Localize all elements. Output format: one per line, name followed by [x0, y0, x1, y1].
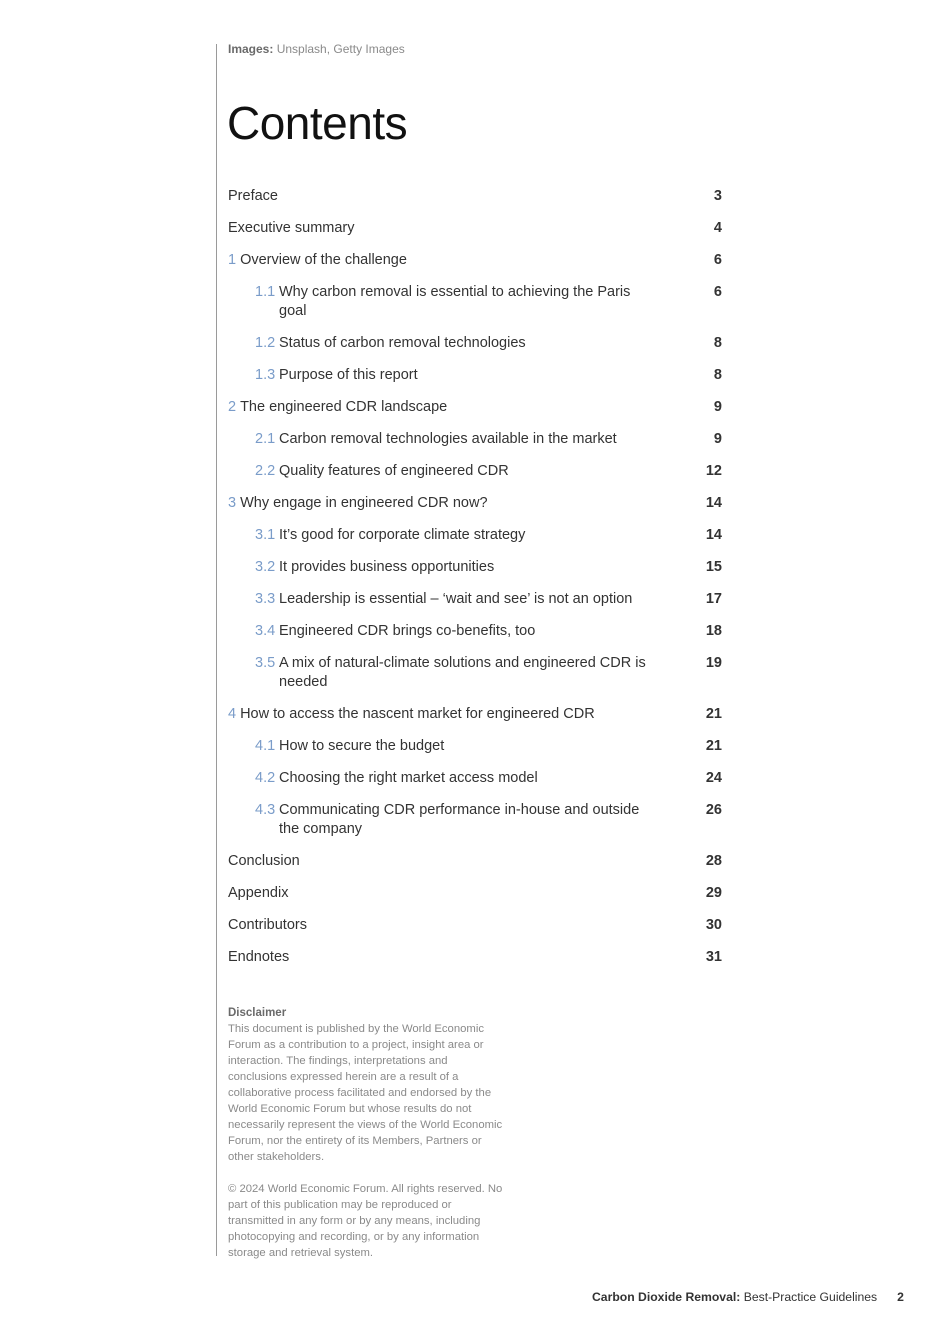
toc-entry-label: Executive summary	[228, 220, 355, 236]
toc-entry-page: 21	[705, 738, 722, 754]
toc-entry-label: It provides business opportunities	[279, 559, 495, 575]
toc-entry[interactable]	[228, 430, 722, 449]
toc-entry-label: Status of carbon removal technologies	[279, 335, 526, 351]
toc-entry-number: 3.4	[255, 623, 276, 639]
disclaimer-body: This document is published by the World Economic Forum as a contribution to a project, insight area or interaction. The findings, interpretations and conclusions expressed herein are a result of a collaborative process facilitated and endorsed by the World Economic Forum but whose results do not necessarily represent the views of the World Economic Forum, nor the entirety of its Members, Partners or other stakeholders.	[228, 1023, 503, 1163]
toc-entry-number: 1.2	[255, 335, 276, 351]
toc-entry-label: Communicating CDR performance in-house and outside the company	[279, 802, 640, 837]
toc-entry-number: 1.3	[255, 367, 276, 383]
toc-entry-title	[228, 430, 659, 449]
toc-entry-label: Purpose of this report	[279, 367, 418, 383]
toc-entry-label: Contributors	[228, 917, 307, 933]
toc-entry-page: 12	[705, 463, 722, 479]
toc-entry-title	[228, 251, 407, 270]
toc-entry[interactable]	[228, 558, 722, 577]
toc-entry-page: 31	[705, 949, 722, 965]
toc-entry-page: 9	[713, 431, 722, 447]
toc-entry-page: 18	[705, 623, 722, 639]
toc-entry-label: The engineered CDR landscape	[240, 399, 448, 415]
toc-entry-number: 3.3	[255, 591, 276, 607]
toc-entry[interactable]	[228, 737, 722, 756]
toc-entry-number: 2	[228, 399, 237, 415]
footer-title-bold: Carbon Dioxide Removal:	[592, 1290, 741, 1304]
toc-entry-title	[228, 398, 447, 417]
toc-entry-label: Preface	[228, 188, 278, 204]
footer-title-rest: Best-Practice Guidelines	[740, 1290, 878, 1304]
toc-entry-label: Leadership is essential – ‘wait and see’ is not an option	[279, 591, 633, 607]
toc-entry-page: 6	[713, 284, 722, 300]
toc-entry-title	[228, 558, 659, 577]
toc-entry[interactable]	[228, 916, 722, 935]
toc-entry-title	[228, 769, 659, 788]
toc-entry[interactable]	[228, 366, 722, 385]
toc-entry-page: 9	[713, 399, 722, 415]
toc-entry[interactable]	[228, 948, 722, 967]
toc-entry-label: It’s good for corporate climate strategy	[279, 527, 526, 543]
toc-entry[interactable]	[228, 852, 722, 871]
toc-entry-title	[228, 334, 659, 353]
toc-entry-title	[228, 705, 595, 724]
toc-entry[interactable]	[228, 622, 722, 641]
toc-entry-title	[228, 622, 659, 641]
image-credits	[228, 42, 405, 56]
toc-entry-label: Why engage in engineered CDR now?	[240, 495, 488, 511]
toc-entry-title	[228, 366, 659, 385]
toc-entry-number: 3	[228, 495, 237, 511]
toc-entry[interactable]	[228, 526, 722, 545]
toc-entry-title	[228, 801, 659, 839]
toc-entry-title	[228, 494, 488, 513]
toc-entry-number: 4.1	[255, 738, 276, 754]
toc-entry-page: 19	[705, 655, 722, 671]
toc-entry-number: 4.2	[255, 770, 276, 786]
toc-entry[interactable]	[228, 462, 722, 481]
toc-entry[interactable]	[228, 769, 722, 788]
toc-entry[interactable]	[228, 398, 722, 417]
toc-entry-page: 29	[705, 885, 722, 901]
toc-entry-page: 28	[705, 853, 722, 869]
toc-entry[interactable]	[228, 494, 722, 513]
toc-entry-title	[228, 462, 659, 481]
toc-entry-label: Overview of the challenge	[240, 252, 407, 268]
toc-entry-title	[228, 283, 659, 321]
toc-entry-label: Conclusion	[228, 853, 300, 869]
toc-entry-title	[228, 884, 288, 903]
toc-entry-label: Endnotes	[228, 949, 290, 965]
toc-entry-title	[228, 948, 289, 967]
copyright-notice: © 2024 World Economic Forum. All rights reserved. No part of this publication may be reproduced or transmitted in any form or by any means, including photocopying and recording, or by any information storage and retrieval system.	[228, 1183, 503, 1259]
toc-entry-page: 17	[705, 591, 722, 607]
toc-entry[interactable]	[228, 705, 722, 724]
disclaimer	[228, 1005, 503, 1261]
toc-entry-number: 4	[228, 706, 237, 722]
toc-entry-label: Engineered CDR brings co-benefits, too	[279, 623, 536, 639]
toc-entry-page: 24	[705, 770, 722, 786]
toc-entry-title	[228, 187, 278, 206]
toc-entry-title	[228, 590, 659, 609]
toc-entry-label: How to access the nascent market for engineered CDR	[240, 706, 595, 722]
disclaimer-heading: Disclaimer	[228, 1007, 287, 1019]
toc-entry-number: 3.1	[255, 527, 276, 543]
toc-entry-title	[228, 852, 300, 871]
toc-entry-title	[228, 526, 659, 545]
toc-entry-page: 30	[705, 917, 722, 933]
toc-entry-label: Quality features of engineered CDR	[279, 463, 509, 479]
toc-entry-number: 3.2	[255, 559, 276, 575]
toc-entry-page: 14	[705, 527, 722, 543]
toc-entry-page: 8	[713, 335, 722, 351]
toc-entry[interactable]	[228, 884, 722, 903]
footer-page-number: 2	[897, 1290, 904, 1304]
toc-entry-page: 6	[713, 252, 722, 268]
toc-entry-number: 2.1	[255, 431, 276, 447]
toc-entry-title	[228, 219, 355, 238]
toc-entry-label: Carbon removal technologies available in the market	[279, 431, 617, 447]
toc-entry[interactable]	[228, 187, 722, 206]
table-of-contents	[228, 187, 722, 980]
page-title: Contents	[227, 97, 408, 149]
toc-entry[interactable]	[228, 590, 722, 609]
toc-entry[interactable]	[228, 219, 722, 238]
toc-entry[interactable]	[228, 334, 722, 353]
toc-entry-label: How to secure the budget	[279, 738, 445, 754]
toc-entry[interactable]	[228, 801, 722, 839]
toc-entry-title	[228, 737, 659, 756]
toc-entry[interactable]	[228, 654, 722, 692]
toc-entry-label: Appendix	[228, 885, 289, 901]
toc-entry[interactable]	[228, 283, 722, 321]
toc-entry-number: 1	[228, 252, 237, 268]
toc-entry[interactable]	[228, 251, 722, 270]
toc-entry-page: 4	[713, 220, 722, 236]
toc-entry-page: 8	[713, 367, 722, 383]
toc-entry-label: Choosing the right market access model	[279, 770, 538, 786]
image-credits-value: Unsplash, Getty Images	[276, 42, 405, 56]
toc-entry-number: 4.3	[255, 802, 276, 818]
toc-entry-number: 1.1	[255, 284, 276, 300]
toc-entry-number: 2.2	[255, 463, 276, 479]
toc-entry-page: 3	[713, 188, 722, 204]
toc-entry-page: 14	[705, 495, 722, 511]
image-credits-label: Images:	[228, 42, 274, 56]
toc-entry-label: Why carbon removal is essential to achieving the Paris goal	[279, 284, 631, 319]
toc-entry-page: 15	[705, 559, 722, 575]
toc-entry-page: 26	[705, 802, 722, 818]
toc-entry-label: A mix of natural-climate solutions and engineered CDR is needed	[279, 655, 646, 690]
page-footer	[592, 1290, 904, 1304]
toc-entry-page: 21	[705, 706, 722, 722]
toc-entry-title	[228, 654, 659, 692]
margin-rule	[216, 44, 217, 1256]
toc-entry-title	[228, 916, 307, 935]
toc-entry-number: 3.5	[255, 655, 276, 671]
